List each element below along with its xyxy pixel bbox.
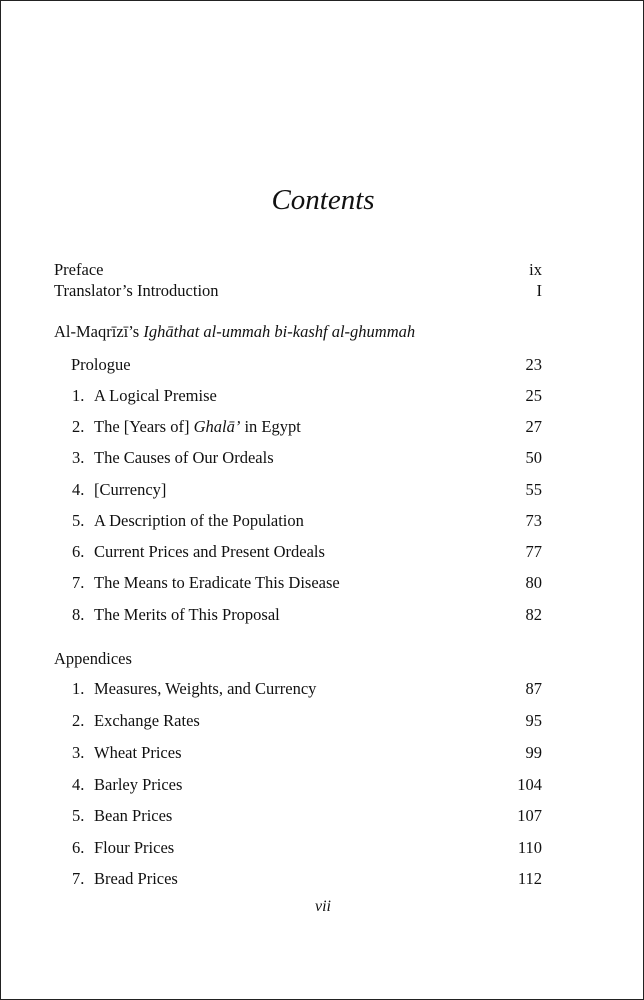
toc-entry-label: A Description of the Population: [94, 511, 304, 530]
appendix-number: 6.: [72, 838, 85, 857]
appendices-heading: [1, 649, 644, 673]
chapter-number: 1.: [72, 386, 85, 405]
toc-page-number: 82: [525, 605, 542, 624]
toc-entry-appendix[interactable]: [1, 775, 644, 799]
toc-entry-appendix[interactable]: [1, 743, 644, 767]
toc-entry-appendix[interactable]: [1, 679, 644, 703]
toc-entry-chapter[interactable]: [1, 573, 644, 597]
toc-page-number: 99: [525, 743, 542, 762]
toc-entry-label: The Means to Eradicate This Disease: [94, 573, 340, 592]
toc-entry-chapter[interactable]: [1, 480, 644, 504]
toc-entry-label: [Currency]: [94, 480, 167, 499]
toc-entry-appendix[interactable]: [1, 711, 644, 735]
toc-page-number: 25: [525, 386, 542, 405]
toc-entry-label-part: in Egypt: [240, 417, 301, 436]
appendix-number: 7.: [72, 869, 85, 888]
chapter-number: 3.: [72, 448, 85, 467]
toc-entry-label-part: The [Years of]: [94, 417, 194, 436]
toc-entry-translators-introduction[interactable]: [1, 281, 644, 305]
chapter-number: 6.: [72, 542, 85, 561]
page-title: Contents: [271, 184, 375, 216]
toc-page-number: 80: [525, 573, 542, 592]
toc-entry-label: Prologue: [71, 355, 131, 374]
toc-entry-chapter[interactable]: [1, 605, 644, 629]
chapter-number: 5.: [72, 511, 85, 530]
toc-page-number: 23: [525, 355, 542, 374]
toc-page-number: 107: [517, 806, 542, 825]
toc-entry-label: A Logical Premise: [94, 386, 217, 405]
toc-entry-label: Translator’s Introduction: [54, 281, 219, 300]
toc-entry-label-italic: Ghalā’: [193, 417, 241, 436]
toc-page-number: 112: [517, 869, 542, 888]
toc-entry-appendix[interactable]: [1, 838, 644, 862]
toc-page-number: 95: [525, 711, 542, 730]
toc-page-number: 73: [525, 511, 542, 530]
chapter-number: 7.: [72, 573, 85, 592]
toc-entry-appendix[interactable]: [1, 806, 644, 830]
chapter-number: 2.: [72, 417, 85, 436]
toc-entry-label: Exchange Rates: [94, 711, 200, 730]
toc-page-number: 55: [525, 480, 542, 499]
toc-entry-label: Current Prices and Present Ordeals: [94, 542, 325, 561]
toc-entry-chapter[interactable]: [1, 542, 644, 566]
page-folio: vii: [315, 898, 331, 915]
toc-entry-label: Bread Prices: [94, 869, 178, 888]
toc-page-number: 110: [517, 838, 542, 857]
toc-entry-prologue[interactable]: [1, 355, 644, 379]
work-heading-prefix: Al-Maqrīzī’s: [54, 322, 144, 341]
appendix-number: 5.: [72, 806, 85, 825]
appendix-number: 3.: [72, 743, 85, 762]
toc-page-number: 104: [517, 775, 542, 794]
appendix-number: 2.: [72, 711, 85, 730]
appendix-number: 4.: [72, 775, 85, 794]
toc-page-number: 77: [525, 542, 542, 561]
chapter-number: 8.: [72, 605, 85, 624]
toc-page-number: ix: [529, 260, 542, 279]
toc-entry-label: The Causes of Our Ordeals: [94, 448, 274, 467]
toc-entry-chapter[interactable]: [1, 386, 644, 410]
toc-entry-label: The Merits of This Proposal: [94, 605, 280, 624]
toc-entry-chapter[interactable]: [1, 417, 644, 441]
toc-page-number: 50: [525, 448, 542, 467]
section-heading: Appendices: [54, 649, 132, 668]
chapter-number: 4.: [72, 480, 85, 499]
work-heading-title: Ighāthat al-ummah bi-kashf al-ghummah: [143, 322, 416, 341]
toc-entry-label: Measures, Weights, and Currency: [94, 679, 317, 698]
toc-entry-chapter[interactable]: [1, 511, 644, 535]
toc-entry-label: Wheat Prices: [94, 743, 182, 762]
toc-entry-label: Barley Prices: [94, 775, 183, 794]
toc-entry-label: Bean Prices: [94, 806, 173, 825]
toc-entry-label: Flour Prices: [94, 838, 175, 857]
toc-page-number: I: [536, 281, 542, 300]
toc-entry-appendix[interactable]: [1, 869, 644, 893]
toc-page-number: 87: [525, 679, 542, 698]
toc-entry-label: Preface: [54, 260, 104, 279]
appendix-number: 1.: [72, 679, 85, 698]
toc-entry-chapter[interactable]: [1, 448, 644, 472]
work-heading: [1, 322, 644, 346]
toc-page-number: 27: [525, 417, 542, 436]
